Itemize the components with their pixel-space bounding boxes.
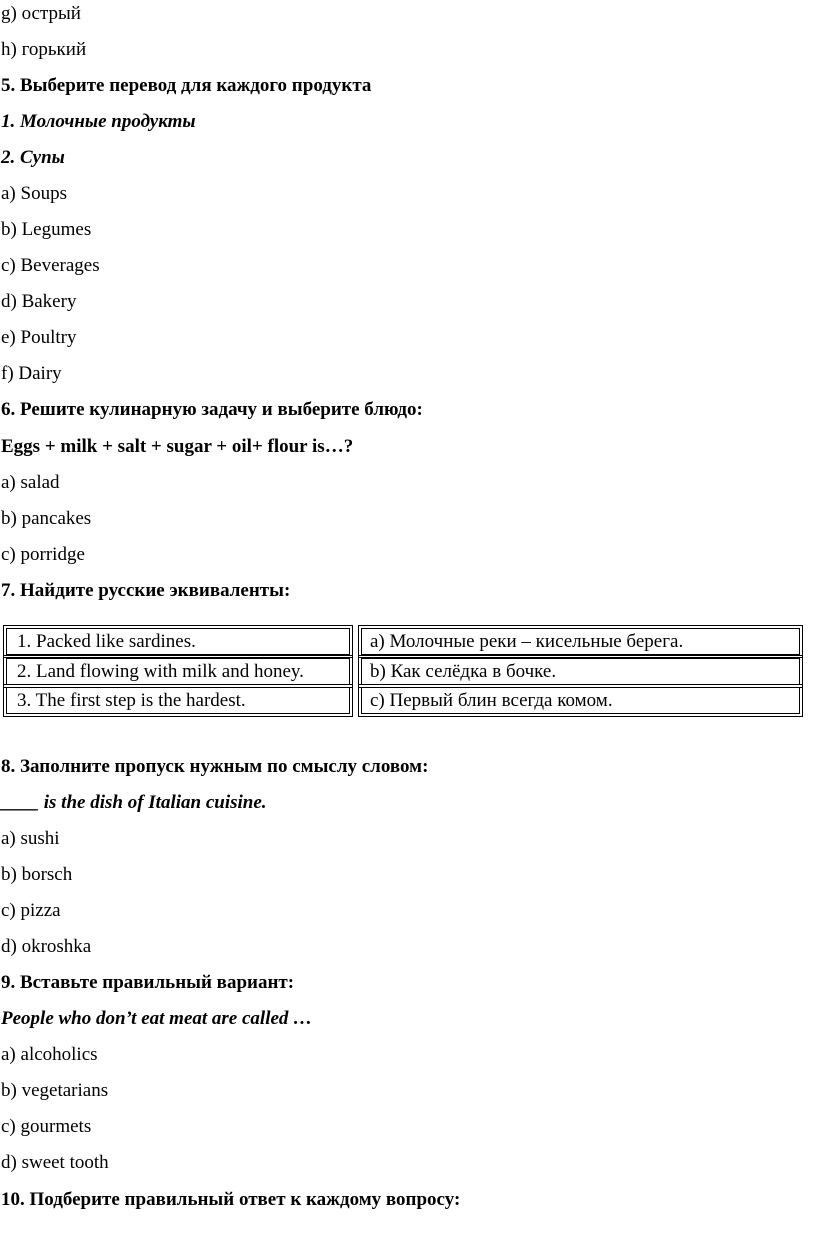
option-line: d) okroshka	[1, 936, 92, 957]
option-line: b) Legumes	[1, 219, 92, 240]
table-row	[2, 687, 803, 714]
question-8-text: ____ is the dish of Italian cuisine.	[1, 792, 267, 813]
option-line: b) borsch	[1, 864, 73, 885]
option-line: a) salad	[1, 472, 60, 493]
table-cell-russian: a) Молочные реки – кисельные берега.	[361, 628, 800, 655]
option-line: g) острый	[1, 3, 81, 24]
question-10-title: 10. Подберите правильный ответ к каждому вопросу:	[1, 1189, 461, 1210]
table-row	[2, 658, 803, 685]
question-6-text: Eggs + milk + salt + sugar + oil+ flour is…?	[1, 436, 354, 457]
question-6-title: 6. Решите кулинарную задачу и выберите блюдо:	[1, 399, 423, 420]
table-cell-english: 2. Land flowing with milk and honey.	[6, 658, 350, 685]
option-line: h) горький	[1, 39, 87, 60]
table-cell-russian: c) Первый блин всегда комом.	[361, 687, 800, 714]
table-cell-english: 1. Packed like sardines.	[6, 628, 350, 655]
question-5-item: 2. Супы	[1, 147, 65, 168]
option-line: a) sushi	[1, 828, 60, 849]
option-line: b) vegetarians	[1, 1080, 109, 1101]
option-line: f) Dairy	[1, 363, 62, 384]
table-cell-russian: b) Как селёдка в бочке.	[361, 658, 800, 685]
question-9-title: 9. Вставьте правильный вариант:	[1, 972, 295, 993]
option-line: b) pancakes	[1, 508, 92, 529]
table-row	[2, 628, 803, 655]
option-line: c) pizza	[1, 900, 61, 921]
question-5-item: 1. Молочные продукты	[1, 111, 196, 132]
table-cell-english: 3. The first step is the hardest.	[6, 687, 350, 714]
question-7-title: 7. Найдите русские эквиваленты:	[1, 580, 291, 601]
option-line: c) gourmets	[1, 1116, 92, 1137]
question-5-title: 5. Выберите перевод для каждого продукта	[1, 75, 372, 96]
question-8-title: 8. Заполните пропуск нужным по смыслу словом:	[1, 756, 429, 777]
option-line: c) porridge	[1, 544, 85, 565]
option-line: a) alcoholics	[1, 1044, 98, 1065]
option-line: e) Poultry	[1, 327, 77, 348]
option-line: d) sweet tooth	[1, 1152, 109, 1173]
option-line: c) Beverages	[1, 255, 100, 276]
option-line: a) Soups	[1, 183, 67, 204]
option-line: d) Bakery	[1, 291, 77, 312]
question-9-text: People who don’t eat meat are called …	[1, 1008, 313, 1029]
